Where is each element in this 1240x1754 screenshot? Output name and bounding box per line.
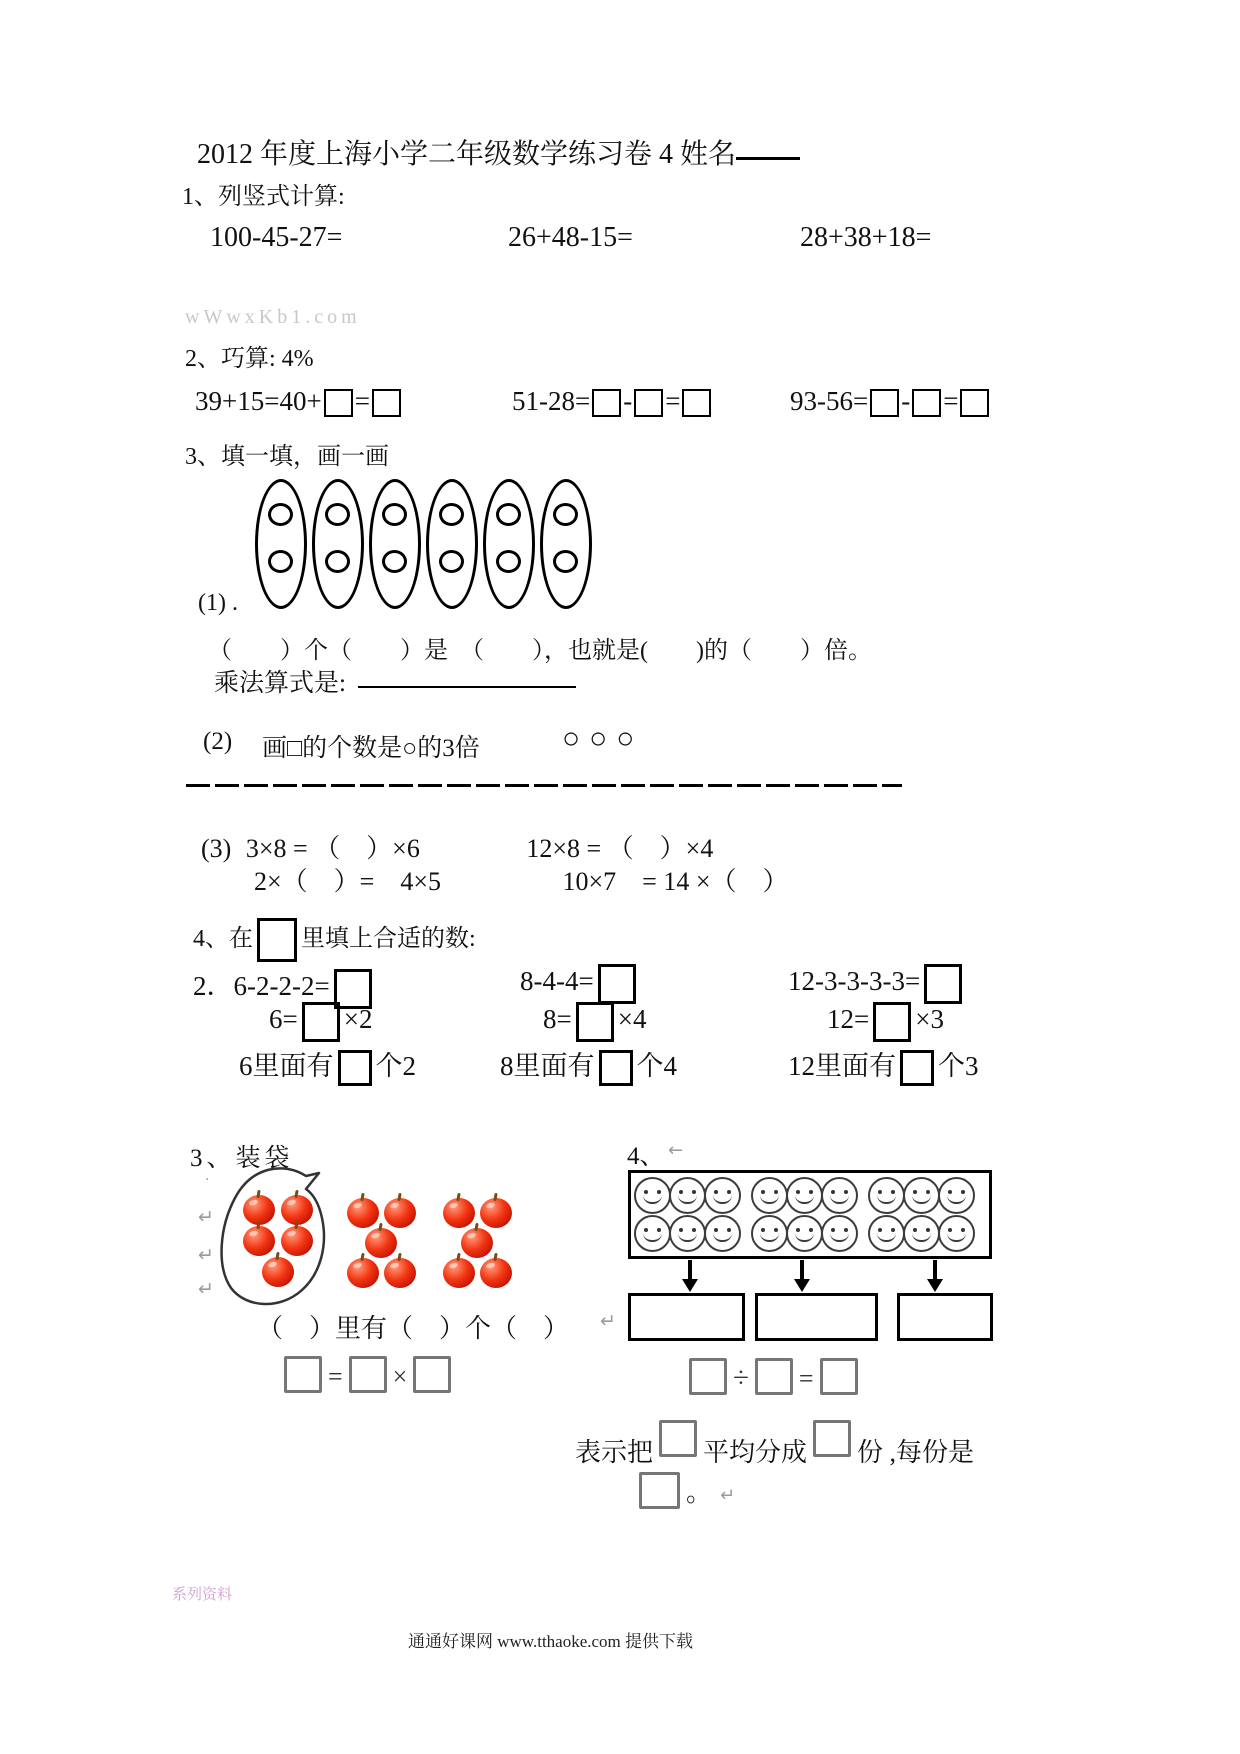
q6-division-equation (683, 1358, 864, 1395)
left-arrow-icon: ← (668, 1140, 684, 1161)
q4-heading (193, 918, 476, 962)
q3-part1-mul-label: 乘法算式是: (214, 670, 346, 697)
q4-r3c1-post: 个2 (375, 1051, 416, 1081)
q1-problem-2: 26+48-15= (508, 222, 633, 253)
paragraph-mark-icon: · (205, 1172, 210, 1188)
dot-circle (382, 503, 407, 526)
q4-r3c3-post: 个3 (938, 1051, 979, 1081)
q5-multiplication-equation (278, 1356, 457, 1393)
apple-icon (461, 1228, 493, 1258)
answer-line (186, 784, 902, 787)
q4-r3c2 (500, 1044, 677, 1086)
q2-eq3-mid2: = (943, 386, 959, 416)
smiley-face-icon (903, 1177, 940, 1214)
return-mark-icon: ↵ (198, 1278, 214, 1300)
smiley-face-icon (704, 1215, 741, 1252)
q4-r2c1 (269, 1002, 372, 1042)
q3-part2-label: (2) (203, 728, 233, 755)
q4-heading-pre: 4、在 (193, 926, 253, 952)
q4-r2c1-pre: 6= (269, 1004, 298, 1034)
q6-sentence-line2 (633, 1472, 735, 1509)
dot-circle (325, 503, 350, 526)
answer-box (598, 964, 636, 1004)
q3-heading: 3、填一填，画一画 (185, 444, 389, 470)
dot-circle (439, 503, 464, 526)
q4-heading-post: 里填上合适的数: (301, 926, 476, 952)
apple-icon (365, 1228, 397, 1258)
q2-eq2-pre: 51-28= (512, 386, 591, 416)
smiley-face-icon (669, 1215, 706, 1252)
smiley-group (868, 1215, 973, 1252)
answer-box (659, 1420, 697, 1457)
q3-part3-row1 (201, 828, 713, 865)
q2-eq3-pre: 93-56= (790, 386, 869, 416)
oval-group (483, 479, 535, 609)
q4-r2c3 (827, 1002, 944, 1042)
q4-r1c3 (788, 964, 966, 1004)
answer-box (682, 389, 711, 417)
answer-box (592, 389, 621, 417)
smiley-face-icon (821, 1177, 858, 1214)
smiley-row (634, 1215, 986, 1252)
q3-part1-fill-line: （ ）个（ ）是 （ ），也就是( )的（ ）倍。 (208, 638, 872, 664)
group-answer-box (897, 1293, 993, 1341)
apple-icon (443, 1198, 475, 1228)
smiley-face-icon (868, 1215, 905, 1252)
oval-group (426, 479, 478, 609)
group-answer-box (628, 1293, 745, 1341)
smiley-row (634, 1177, 986, 1214)
q2-eq1-pre: 39+15=40+ (195, 386, 322, 416)
smiley-group (868, 1177, 973, 1214)
dot-circle (325, 550, 350, 573)
smiley-group (634, 1215, 739, 1252)
q2-eq-3 (790, 386, 991, 417)
oval-group (369, 479, 421, 609)
equals-sign: = (328, 1362, 343, 1391)
down-arrow-icon (927, 1260, 943, 1292)
apple-icon (443, 1258, 475, 1288)
smiley-face-icon (786, 1177, 823, 1214)
answer-box (873, 1002, 911, 1042)
dot-circle (439, 550, 464, 573)
q3-part3-eq2: 12×8 = （ ）×4 (526, 834, 714, 863)
q4-r1c1-text: 2．6-2-2-2= (193, 971, 330, 1001)
q6-line1-pre: 表示把 (575, 1438, 654, 1467)
return-mark-icon: ↵ (198, 1244, 214, 1266)
equals-sign: = (798, 1364, 814, 1393)
q6-line1-post: 份 ,每份是 (857, 1438, 975, 1467)
smiley-grid (628, 1170, 992, 1259)
q3-part3-eq4: 10×7 = 14 ×（ ） (562, 867, 789, 896)
q3-part3-eq1: 3×8 = （ ）×6 (245, 834, 420, 863)
smiley-face-icon (634, 1177, 671, 1214)
q4-r1c2-text: 8-4-4= (520, 966, 594, 996)
smiley-group (751, 1215, 856, 1252)
dot-circle (496, 550, 521, 573)
name-blank-line (736, 155, 800, 160)
q4-r3c2-post: 个4 (636, 1051, 677, 1081)
dot-circle (496, 503, 521, 526)
answer-box (599, 1050, 633, 1086)
apple-icon (347, 1198, 379, 1228)
apple-icon (384, 1258, 416, 1288)
oval-group (540, 479, 592, 609)
answer-box (302, 1002, 340, 1042)
apple-icon (281, 1226, 313, 1256)
q2-eq1-mid: = (354, 386, 370, 416)
q2-heading: 2、巧算: 4% (185, 346, 314, 372)
q2-eq-1 (195, 386, 403, 417)
answer-box (813, 1420, 851, 1457)
q6-line2-end: 。 (686, 1478, 713, 1507)
q1-problem-3: 28+38+18= (800, 222, 932, 253)
q4-r3c3 (788, 1044, 979, 1086)
q4-r3c1-pre: 6里面有 (239, 1051, 334, 1081)
apple-icon (480, 1198, 512, 1228)
answer-box (900, 1050, 934, 1086)
q3-part3-row2 (254, 861, 789, 898)
q2-eq2-mid2: = (665, 386, 681, 416)
q2-eq2-mid1: - (623, 386, 633, 416)
return-mark-icon: ↵ (198, 1206, 214, 1228)
q4-r2c2-pre: 8= (543, 1004, 572, 1034)
apple-icon (243, 1226, 275, 1256)
dot-circle (553, 503, 578, 526)
smiley-face-icon (634, 1215, 671, 1252)
smiley-face-icon (786, 1215, 823, 1252)
smiley-face-icon (868, 1177, 905, 1214)
q3-part1-label: (1) . (198, 590, 238, 616)
q4-r1c2 (520, 964, 640, 1004)
smiley-face-icon (751, 1177, 788, 1214)
q4-r2c3-pre: 12= (827, 1004, 870, 1034)
smiley-group (751, 1177, 856, 1214)
answer-box (870, 389, 899, 417)
q4-r2c1-post: ×2 (343, 1004, 373, 1034)
apple-icon (384, 1198, 416, 1228)
answer-box (820, 1358, 858, 1395)
down-arrow-icon (682, 1260, 698, 1292)
smiley-face-icon (938, 1215, 975, 1252)
q2-eq-2 (512, 386, 713, 417)
times-sign: × (392, 1362, 408, 1391)
answer-box (338, 1050, 372, 1086)
answer-box (960, 389, 989, 417)
answer-box (576, 1002, 614, 1042)
q4-r2c2 (543, 1002, 646, 1042)
answer-box (755, 1358, 793, 1395)
q4-r1c3-text: 12-3-3-3-3= (788, 966, 921, 996)
q5-heading: 3、装袋 (190, 1145, 294, 1172)
q1-heading: 1、列竖式计算: (182, 184, 345, 210)
answer-box (284, 1356, 322, 1393)
q4-r3c2-pre: 8里面有 (500, 1051, 595, 1081)
q4-r2c3-post: ×3 (915, 1004, 944, 1034)
oval-group (255, 479, 307, 609)
answer-box (634, 389, 663, 417)
answer-box (912, 389, 941, 417)
down-arrow-icon (794, 1260, 810, 1292)
answer-box (324, 389, 353, 417)
apple-icon (347, 1258, 379, 1288)
answer-box (689, 1358, 727, 1395)
page-title-text: 2012 年度上海小学二年级数学练习卷 4 姓名 (197, 139, 737, 170)
q3-part3-label: (3) (201, 834, 232, 863)
answer-box (257, 918, 297, 962)
dot-circle (382, 550, 407, 573)
page-title (197, 132, 800, 172)
smiley-face-icon (751, 1215, 788, 1252)
return-mark-icon: ↵ (720, 1485, 736, 1506)
q5-caption: （ ）里有（ ）个（ ） (257, 1314, 570, 1343)
footer-note: 系列资料 (172, 1587, 233, 1603)
q4-r2c2-post: ×4 (617, 1004, 647, 1034)
q3-part1-mul (214, 663, 576, 699)
answer-box (349, 1356, 387, 1393)
answer-box (924, 964, 962, 1004)
q6-heading: 4、 (627, 1143, 665, 1170)
footer-credit: 通通好课网 www.tthaoke.com 提供下载 (408, 1632, 694, 1651)
q6-sentence-line1 (575, 1420, 974, 1469)
smiley-face-icon (669, 1177, 706, 1214)
divide-sign: ÷ (733, 1362, 749, 1394)
dot-circle (553, 550, 578, 573)
answer-box (639, 1472, 680, 1509)
answer-line (358, 684, 576, 688)
group-answer-box (755, 1293, 878, 1341)
q4-r3c3-pre: 12里面有 (788, 1051, 896, 1081)
return-mark-icon: ↵ (600, 1310, 616, 1332)
answer-box (413, 1356, 451, 1393)
q6-line1-mid: 平均分成 (703, 1438, 808, 1467)
smiley-face-icon (821, 1215, 858, 1252)
watermark: wWwxKb1.com (185, 306, 361, 328)
q3-part3-eq3: 2×（ ）= 4×5 (254, 867, 441, 896)
q1-problem-1: 100-45-27= (210, 222, 343, 253)
answer-box (372, 389, 401, 417)
apple-icon (480, 1258, 512, 1288)
oval-group (312, 479, 364, 609)
q3-part2-circles: ○○○ (562, 722, 644, 755)
q4-r3c1 (239, 1044, 416, 1086)
smiley-group (634, 1177, 739, 1214)
dot-circle (268, 550, 293, 573)
q2-eq3-mid1: - (901, 386, 911, 416)
q3-part2-text: 画□的个数是○的3倍 (262, 735, 480, 762)
smiley-face-icon (938, 1177, 975, 1214)
oval-groups-diagram (255, 479, 600, 611)
smiley-face-icon (704, 1177, 741, 1214)
smiley-face-icon (903, 1215, 940, 1252)
apple-icon (262, 1257, 294, 1287)
dot-circle (268, 503, 293, 526)
